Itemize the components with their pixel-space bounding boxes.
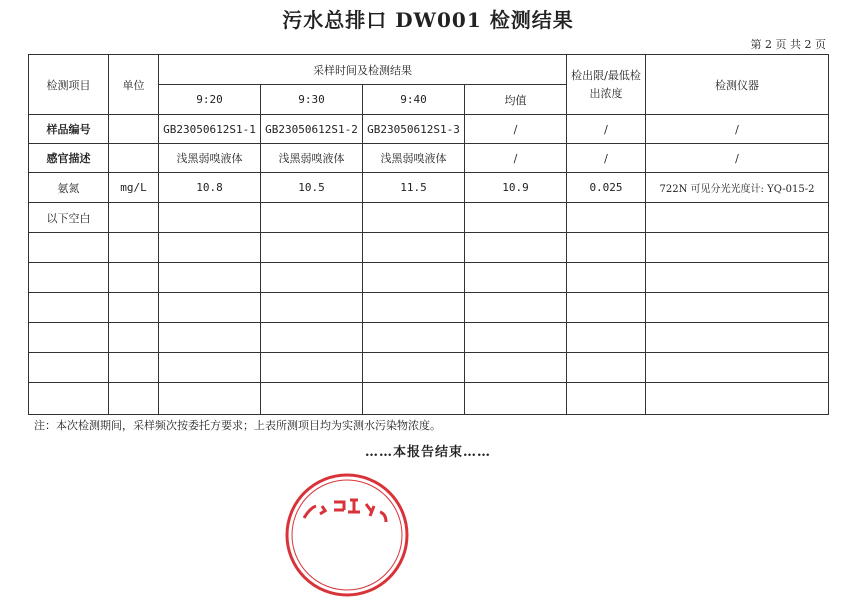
row-mean	[465, 203, 567, 233]
table-row	[29, 115, 829, 144]
header-item: 检测项目	[29, 55, 109, 115]
row-mean: 10.9	[465, 173, 567, 203]
empty-row	[29, 383, 829, 415]
table-row	[29, 173, 829, 203]
row-value	[261, 203, 363, 233]
row-item: 感官描述	[29, 144, 109, 173]
row-item: 以下空白	[29, 203, 109, 233]
header-instrument: 检测仪器	[646, 55, 829, 115]
footnote: 注：本次检测期间，采样频次按委托方要求；上表所测项目均为实测水污染物浓度。	[34, 419, 441, 432]
row-value: 浅黑弱嗅液体	[261, 144, 363, 173]
report-title: 污水总排口 DW001 检测结果	[282, 8, 574, 32]
row-instrument	[646, 203, 829, 233]
row-item: 氨氮	[29, 173, 109, 203]
empty-row	[29, 233, 829, 263]
row-value: 10.5	[261, 173, 363, 203]
page-number: 第 2 页 共 2 页	[750, 38, 826, 51]
row-limit	[567, 203, 646, 233]
seal-stamp-icon	[282, 470, 412, 600]
row-unit	[109, 144, 159, 173]
row-limit: 0.025	[567, 173, 646, 203]
row-instrument: /	[646, 144, 829, 173]
header-time: 9:20	[159, 85, 261, 115]
header-detection-limit: 检出限/最低检出浓度	[567, 55, 646, 115]
header-sampling: 采样时间及检测结果	[159, 55, 567, 85]
table-row	[29, 203, 829, 233]
empty-row	[29, 293, 829, 323]
row-item: 样品编号	[29, 115, 109, 144]
row-value	[363, 203, 465, 233]
empty-row	[29, 353, 829, 383]
header-time: 9:40	[363, 85, 465, 115]
row-value: GB23050612S1-2	[261, 115, 363, 144]
header-time: 9:30	[261, 85, 363, 115]
header-mean: 均值	[465, 85, 567, 115]
row-mean: /	[465, 144, 567, 173]
row-unit	[109, 203, 159, 233]
empty-row	[29, 263, 829, 293]
row-value: GB23050612S1-3	[363, 115, 465, 144]
row-limit: /	[567, 115, 646, 144]
row-value: 11.5	[363, 173, 465, 203]
empty-row	[29, 323, 829, 353]
row-value: 浅黑弱嗅液体	[159, 144, 261, 173]
header-unit: 单位	[109, 55, 159, 115]
table-row	[29, 144, 829, 173]
end-of-report: ……本报告结束……	[364, 445, 491, 460]
row-value	[159, 203, 261, 233]
row-unit: mg/L	[109, 173, 159, 203]
row-value: 浅黑弱嗅液体	[363, 144, 465, 173]
row-unit	[109, 115, 159, 144]
row-value: GB23050612S1-1	[159, 115, 261, 144]
row-instrument: 722N 可见分光光度计: YQ-015-2	[646, 173, 829, 203]
row-mean: /	[465, 115, 567, 144]
results-table	[28, 54, 829, 415]
row-limit: /	[567, 144, 646, 173]
row-value: 10.8	[159, 173, 261, 203]
row-instrument: /	[646, 115, 829, 144]
